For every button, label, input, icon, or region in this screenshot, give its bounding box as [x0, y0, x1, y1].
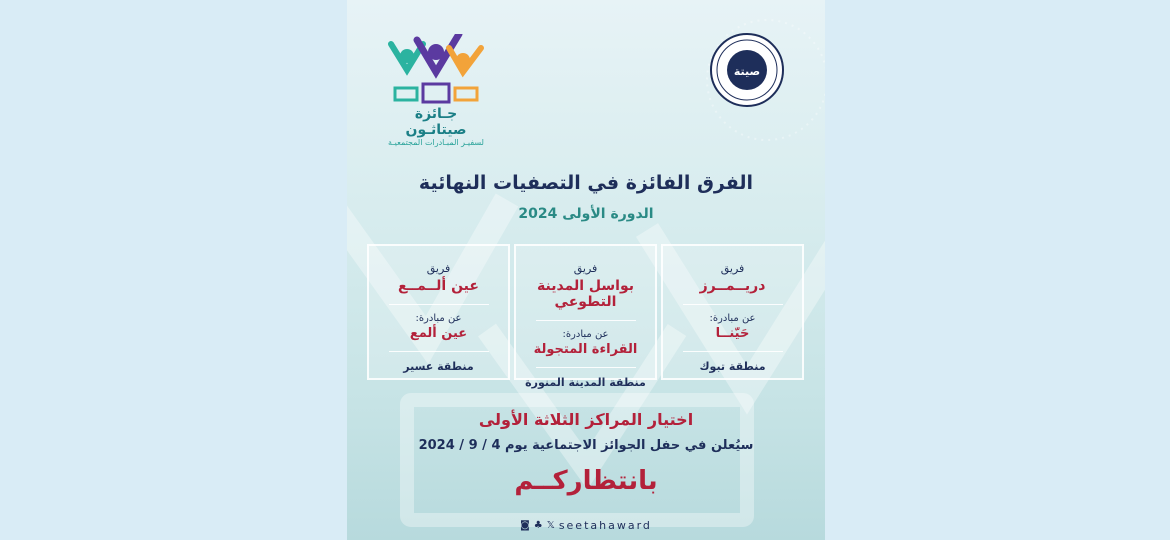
announcement-text: سيُعلن في حفل الجوائز الاجتماعية يوم 4 / 9 / 2024 — [418, 438, 754, 453]
team-word: فريق — [426, 262, 451, 275]
page-title: الفرق الفائزة في التصفيات النهائية — [418, 172, 754, 194]
divider — [536, 367, 636, 368]
divider — [389, 304, 489, 305]
team-name: عين ألــمــع — [398, 278, 479, 294]
initiative-name: عين ألمع — [409, 326, 468, 341]
team-name: دريــمــرز — [699, 278, 766, 294]
region-label: منطقة المدينة المنورة — [525, 376, 646, 389]
instagram-icon[interactable]: ◙ — [520, 519, 530, 531]
edition-subtitle: الدورة الأولى 2024 — [518, 206, 654, 222]
team-card-dreamers — [661, 244, 804, 380]
initiative-name: حَيّنــا — [715, 326, 750, 341]
initiative-label: عن مبادرة: — [415, 313, 462, 324]
award-logo — [383, 34, 489, 147]
team-card-bawasel — [514, 244, 657, 389]
divider — [683, 351, 783, 352]
team-name: بواسل المدينة التطوعي — [537, 278, 634, 310]
team-word: فريق — [573, 262, 598, 275]
award-logo-subtitle: لسفيـر المبـادرات المجتمعيـة — [388, 138, 484, 147]
team-card-ain-almaa — [367, 244, 510, 380]
social-handle[interactable]: seetahaward — [558, 518, 652, 532]
divider — [683, 304, 783, 305]
top-three-heading: اختيار المراكز الثلاثة الأولى — [478, 410, 694, 429]
divider — [536, 320, 636, 321]
initiative-name: القراءة المتجولة — [533, 342, 638, 357]
seal-text: صيتة — [733, 65, 761, 78]
social-footer — [347, 516, 825, 534]
initiative-label: عن مبادرة: — [562, 329, 609, 340]
divider — [389, 351, 489, 352]
x-icon[interactable]: 𝕏 — [546, 519, 555, 531]
waiting-for-you-text: بانتظاركــم — [514, 466, 658, 496]
seal-logo-icon — [709, 32, 785, 108]
award-logo-title: جـائزة صيتاثـون — [405, 106, 467, 138]
children-books-icon — [387, 34, 485, 104]
teams-grid — [364, 244, 806, 389]
snapchat-icon[interactable]: ♣ — [533, 519, 543, 531]
region-label: منطقة تبوك — [699, 360, 766, 373]
award-poster — [347, 0, 825, 540]
initiative-label: عن مبادرة: — [709, 313, 756, 324]
region-label: منطقة عسير — [403, 360, 474, 373]
team-word: فريق — [720, 262, 745, 275]
